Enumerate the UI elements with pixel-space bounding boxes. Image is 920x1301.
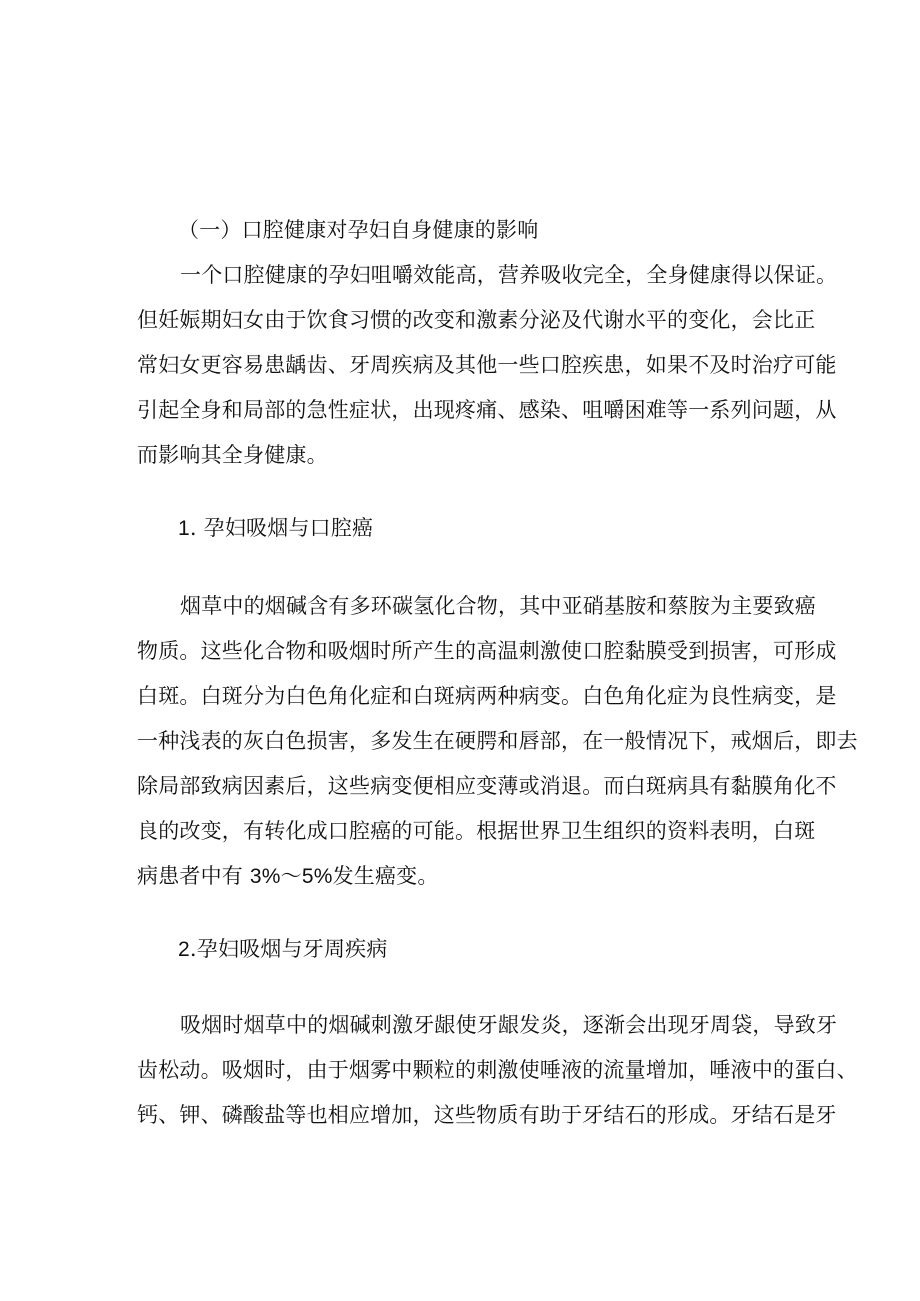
heading-number: 1 xyxy=(178,517,190,540)
percentage-range: 3%～5% xyxy=(249,865,333,888)
paragraph-line xyxy=(137,863,439,890)
heading-text: .孕妇吸烟与牙周疾病 xyxy=(189,937,388,961)
paragraph-line: 齿松动。吸烟时，由于烟雾中颗粒的刺激使唾液的流量增加，唾液中的蛋白、 xyxy=(137,1058,858,1082)
text-segment: 病患者中有 xyxy=(137,864,250,888)
paragraph-line: 除局部致病因素后，这些病变便相应变薄或消退。而白斑病具有黏膜角化不 xyxy=(137,774,837,798)
paragraph-line: 而影响其全身健康。 xyxy=(137,443,328,467)
paragraph-line: 吸烟时烟草中的烟碱刺激牙龈使牙龈发炎，逐渐会出现牙周袋，导致牙 xyxy=(180,1013,838,1037)
paragraph-line: 烟草中的烟碱含有多环碳氢化合物，其中亚硝基胺和蔡胺为主要致癌 xyxy=(180,594,816,618)
paragraph-line: 钙、钾、磷酸盐等也相应增加，这些物质有助于牙结石的形成。牙结石是牙 xyxy=(137,1103,837,1127)
section-heading: （一）口腔健康对孕妇自身健康的影响 xyxy=(178,218,539,242)
paragraph-line: 白斑。白斑分为白色角化症和白斑病两种病变。白色角化症为良性病变，是 xyxy=(137,684,837,708)
paragraph-line: 引起全身和局部的急性症状，出现疼痛、感染、咀嚼困难等一系列问题，从 xyxy=(137,398,837,422)
paragraph-line: 一种浅表的灰白色损害，多发生在硬腭和唇部，在一般情况下，戒烟后，即去 xyxy=(137,729,858,753)
paragraph-line: 物质。这些化合物和吸烟时所产生的高温刺激使口腔黏膜受到损害，可形成 xyxy=(137,639,837,663)
subsection-heading xyxy=(178,936,388,963)
paragraph-line: 但妊娠期妇女由于饮食习惯的改变和激素分泌及代谢水平的变化，会比正 xyxy=(137,308,816,332)
paragraph-line: 常妇女更容易患龋齿、牙周疾病及其他一些口腔疾患，如果不及时治疗可能 xyxy=(137,353,837,377)
paragraph-line: 良的改变，有转化成口腔癌的可能。根据世界卫生组织的资料表明，白斑 xyxy=(137,819,816,843)
heading-number: 2 xyxy=(178,938,190,961)
paragraph-line: 一个口腔健康的孕妇咀嚼效能高，营养吸收完全，全身健康得以保证。 xyxy=(180,263,838,287)
subsection-heading xyxy=(178,515,373,542)
heading-text: . 孕妇吸烟与口腔癌 xyxy=(189,516,374,540)
text-segment: 发生癌变。 xyxy=(332,864,439,888)
